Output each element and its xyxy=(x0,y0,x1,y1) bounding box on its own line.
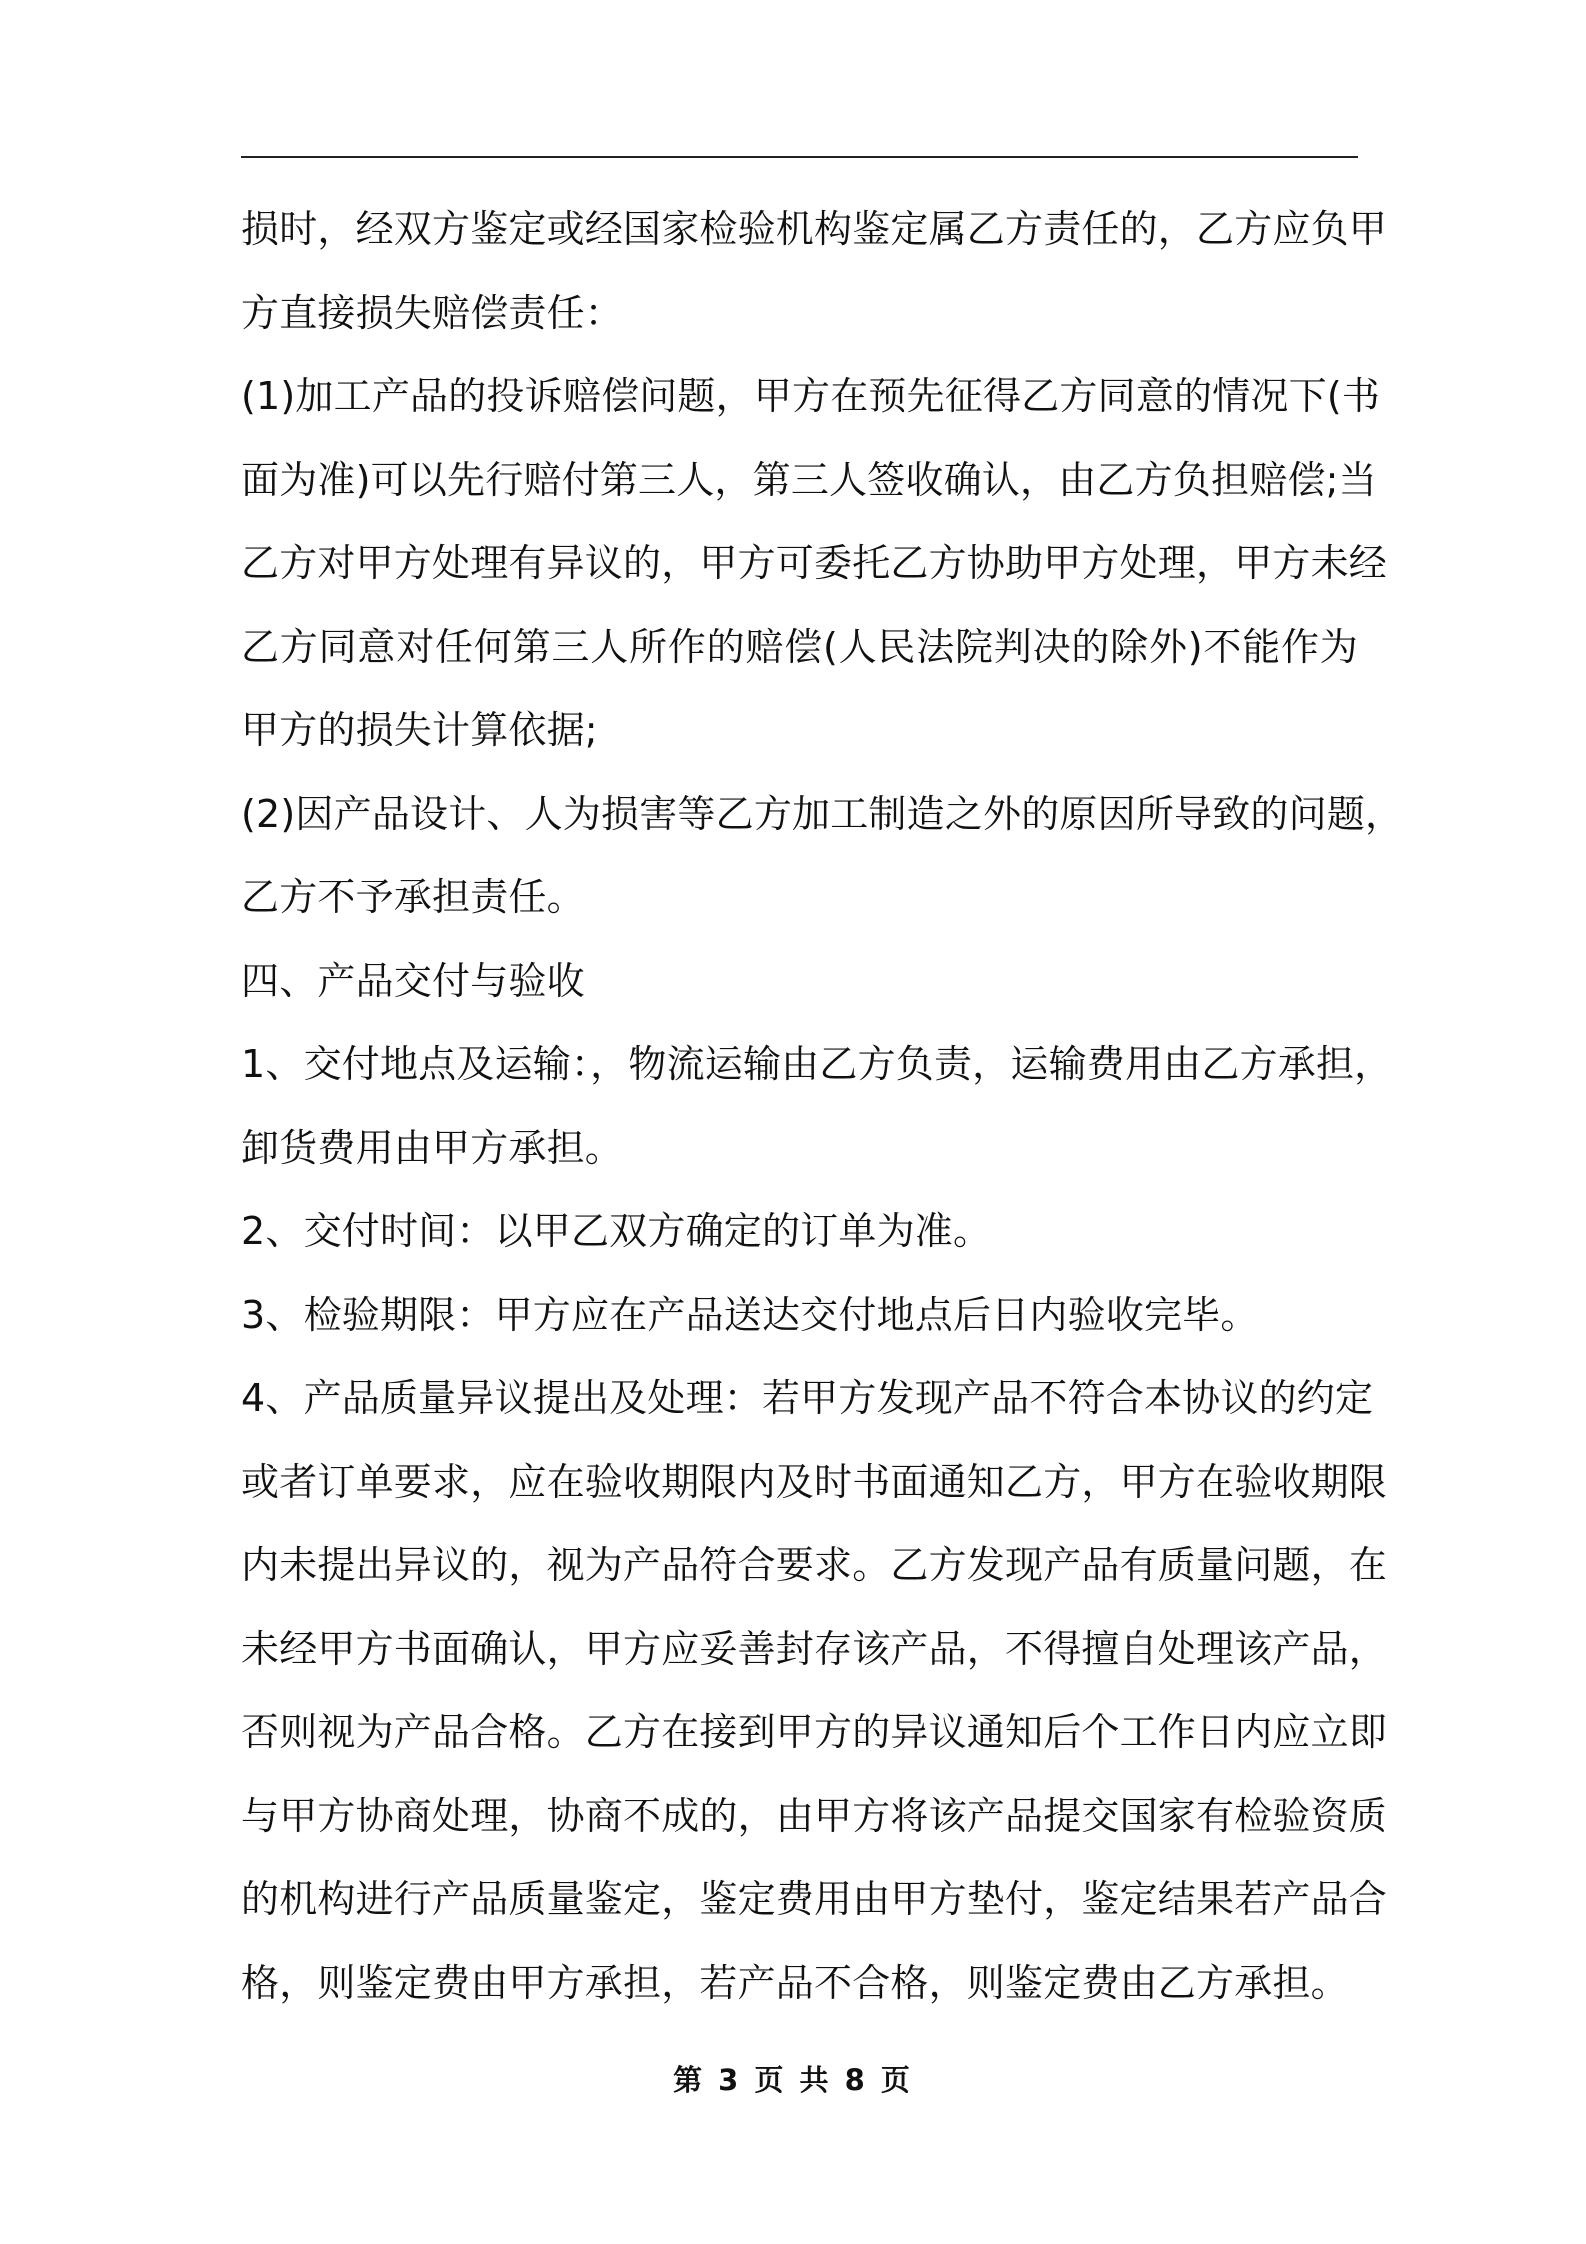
body-text xyxy=(241,188,1404,2025)
section-heading: 四、产品交付与验收 xyxy=(241,958,585,1003)
text-line: 乙方不予承担责任。 xyxy=(241,875,585,919)
header-divider xyxy=(241,156,1358,158)
text-line: (1)加工产品的投诉赔偿问题，甲方在预先征得乙方同意的情况下(书 xyxy=(241,374,1381,418)
text-line: 未经甲方书面确认，甲方应妥善封存该产品，不得擅自处理该产品， xyxy=(241,1626,1388,1671)
page-number-footer: 第 3 页 共 8 页 xyxy=(673,2063,913,2097)
text-line: 与甲方协商处理，协商不成的，由甲方将该产品提交国家有检验资质 xyxy=(241,1793,1388,1838)
text-line: (2)因产品设计、人为损害等乙方加工制造之外的原因所导致的问题， xyxy=(241,791,1404,836)
text-line: 内未提出异议的，视为产品符合要求。乙方发现产品有质量问题，在 xyxy=(241,1543,1388,1587)
text-line: 4、产品质量异议提出及处理：若甲方发现产品不符合本协议的约定 xyxy=(241,1376,1374,1420)
text-line: 甲方的损失计算依据; xyxy=(241,708,598,752)
text-line: 乙方对甲方处理有异议的，甲方可委托乙方协助甲方处理，甲方未经 xyxy=(241,541,1388,585)
text-line: 乙方同意对任何第三人所作的赔偿(人民法院判决的除外)不能作为 xyxy=(241,624,1358,669)
text-line: 2、交付时间：以甲乙双方确定的订单为准。 xyxy=(241,1209,992,1253)
text-line: 或者订单要求，应在验收期限内及时书面通知乙方，甲方在验收期限 xyxy=(241,1459,1388,1504)
text-line: 卸货费用由甲方承担。 xyxy=(241,1125,624,1170)
text-line: 1、交付地点及运输：，物流运输由乙方负责，运输费用由乙方承担， xyxy=(241,1042,1393,1086)
text-line: 方直接损失赔偿责任： xyxy=(241,290,624,335)
text-line: 损时，经双方鉴定或经国家检验机构鉴定属乙方责任的，乙方应负甲 xyxy=(241,207,1388,251)
text-line: 3、检验期限：甲方应在产品送达交付地点后日内验收完毕。 xyxy=(241,1292,1259,1337)
text-line: 面为准)可以先行赔付第三人，第三人签收确认，由乙方负担赔偿;当 xyxy=(241,457,1377,502)
text-line: 否则视为产品合格。乙方在接到甲方的异议通知后个工作日内应立即 xyxy=(241,1710,1388,1754)
text-line: 的机构进行产品质量鉴定，鉴定费用由甲方垫付，鉴定结果若产品合 xyxy=(241,1877,1388,1921)
text-line: 格，则鉴定费由甲方承担，若产品不合格，则鉴定费由乙方承担。 xyxy=(241,1960,1349,2005)
